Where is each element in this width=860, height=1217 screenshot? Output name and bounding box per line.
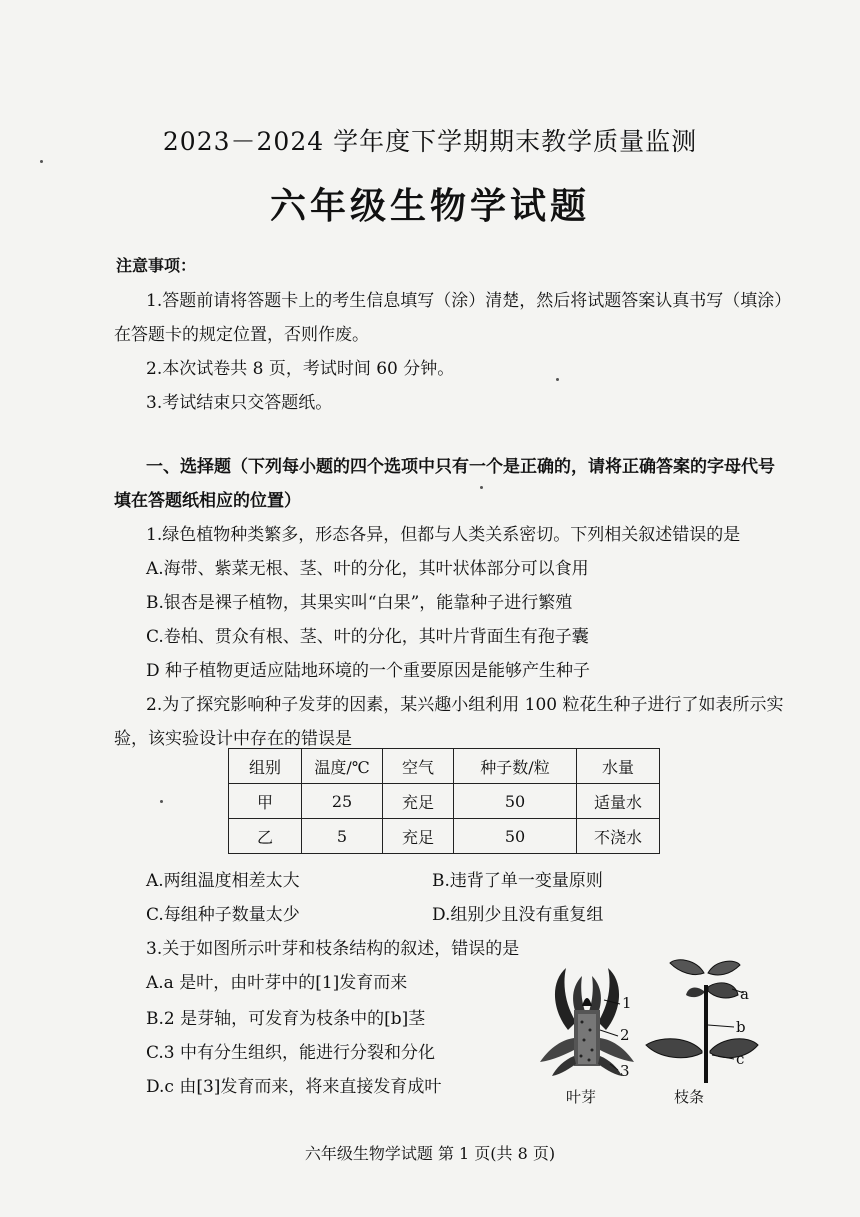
header-cell: 组别 [229, 749, 302, 784]
table-row [229, 819, 660, 854]
q3-option-d: D.c 由[3]发育而来，将来直接发育成叶 [146, 1077, 442, 1097]
exam-title: 2023－2024 学年度下学期期末教学质量监测 [162, 127, 698, 156]
table-cell: 适量水 [577, 784, 660, 819]
q1-option-d: D 种子植物更适应陆地环境的一个重要原因是能够产生种子 [146, 661, 591, 681]
q1-stem: 1.绿色植物种类繁多，形态各异，但都与人类关系密切。下列相关叙述错误的是 [146, 525, 741, 545]
header-cell: 种子数/粒 [454, 749, 577, 784]
notes-item-1-line-2: 在答题卡的规定位置，否则作废。 [114, 325, 369, 345]
q3-option-a: A.a 是叶，由叶芽中的[1]发育而来 [146, 973, 408, 993]
scan-speck [480, 486, 483, 489]
table-row [229, 784, 660, 819]
table-cell: 25 [302, 784, 383, 819]
branch-mark-c: c [736, 1050, 745, 1068]
scan-speck [40, 160, 43, 163]
scan-speck [556, 378, 559, 381]
bud-mark-1: 1 [622, 994, 632, 1012]
notes-item-3: 3.考试结束只交答题纸。 [146, 393, 333, 413]
q1-option-a: A.海带、紫菜无根、茎、叶的分化，其叶状体部分可以食用 [146, 559, 589, 579]
scan-speck [160, 800, 163, 803]
table-cell: 50 [454, 819, 577, 854]
q1-option-c: C.卷柏、贯众有根、茎、叶的分化，其叶片背面生有孢子囊 [146, 627, 589, 647]
section-1-heading-line-2: 填在答题纸相应的位置） [114, 491, 301, 511]
q2-stem-line-2: 验，该实验设计中存在的错误是 [114, 729, 352, 749]
header-cell: 温度/℃ [302, 749, 383, 784]
header-cell: 水量 [577, 749, 660, 784]
table-cell: 50 [454, 784, 577, 819]
table-cell: 甲 [229, 784, 302, 819]
branch-caption: 枝条 [674, 1088, 705, 1106]
table-cell: 5 [302, 819, 383, 854]
q2-option-b: B.违背了单一变量原则 [432, 871, 603, 891]
section-1-heading-line-1: 一、选择题（下列每小题的四个选项中只有一个是正确的，请将正确答案的字母代号 [146, 457, 775, 477]
q1-option-b: B.银杏是裸子植物，其果实叫“白果”，能靠种子进行繁殖 [146, 593, 573, 613]
branch-mark-b: b [736, 1018, 746, 1036]
q2-option-d: D.组别少且没有重复组 [432, 905, 604, 925]
experiment-table [228, 748, 660, 854]
notes-heading: 注意事项： [116, 256, 197, 275]
table-cell: 不浇水 [577, 819, 660, 854]
q2-stem-line-1: 2.为了探究影响种子发芽的因素，某兴趣小组利用 100 粒花生种子进行了如表所示实 [146, 695, 784, 715]
branch-mark-a: a [740, 985, 749, 1003]
table-cell: 充足 [383, 784, 454, 819]
notes-item-1-line-1: 1.答题前请将答题卡上的考生信息填写（涂）清楚，然后将试题答案认真书写（填涂） [146, 291, 792, 311]
bud-mark-3: 3 [620, 1062, 630, 1080]
q3-stem: 3.关于如图所示叶芽和枝条结构的叙述，错误的是 [146, 939, 520, 959]
q2-option-c: C.每组种子数量太少 [146, 905, 300, 925]
page-footer: 六年级生物学试题 第 1 页(共 8 页) [304, 1144, 556, 1163]
bud-caption: 叶芽 [566, 1088, 597, 1106]
table-cell: 充足 [383, 819, 454, 854]
header-cell: 空气 [383, 749, 454, 784]
q2-option-a: A.两组温度相差太大 [146, 871, 300, 891]
notes-item-2: 2.本次试卷共 8 页，考试时间 60 分钟。 [146, 359, 455, 379]
q3-option-c: C.3 中有分生组织，能进行分裂和分化 [146, 1043, 436, 1063]
table-cell: 乙 [229, 819, 302, 854]
table-header-row [229, 749, 660, 784]
bud-mark-2: 2 [620, 1026, 630, 1044]
paper-title: 六年级生物学试题 [269, 185, 590, 227]
q3-option-b: B.2 是芽轴，可发育为枝条中的[b]茎 [146, 1009, 426, 1029]
